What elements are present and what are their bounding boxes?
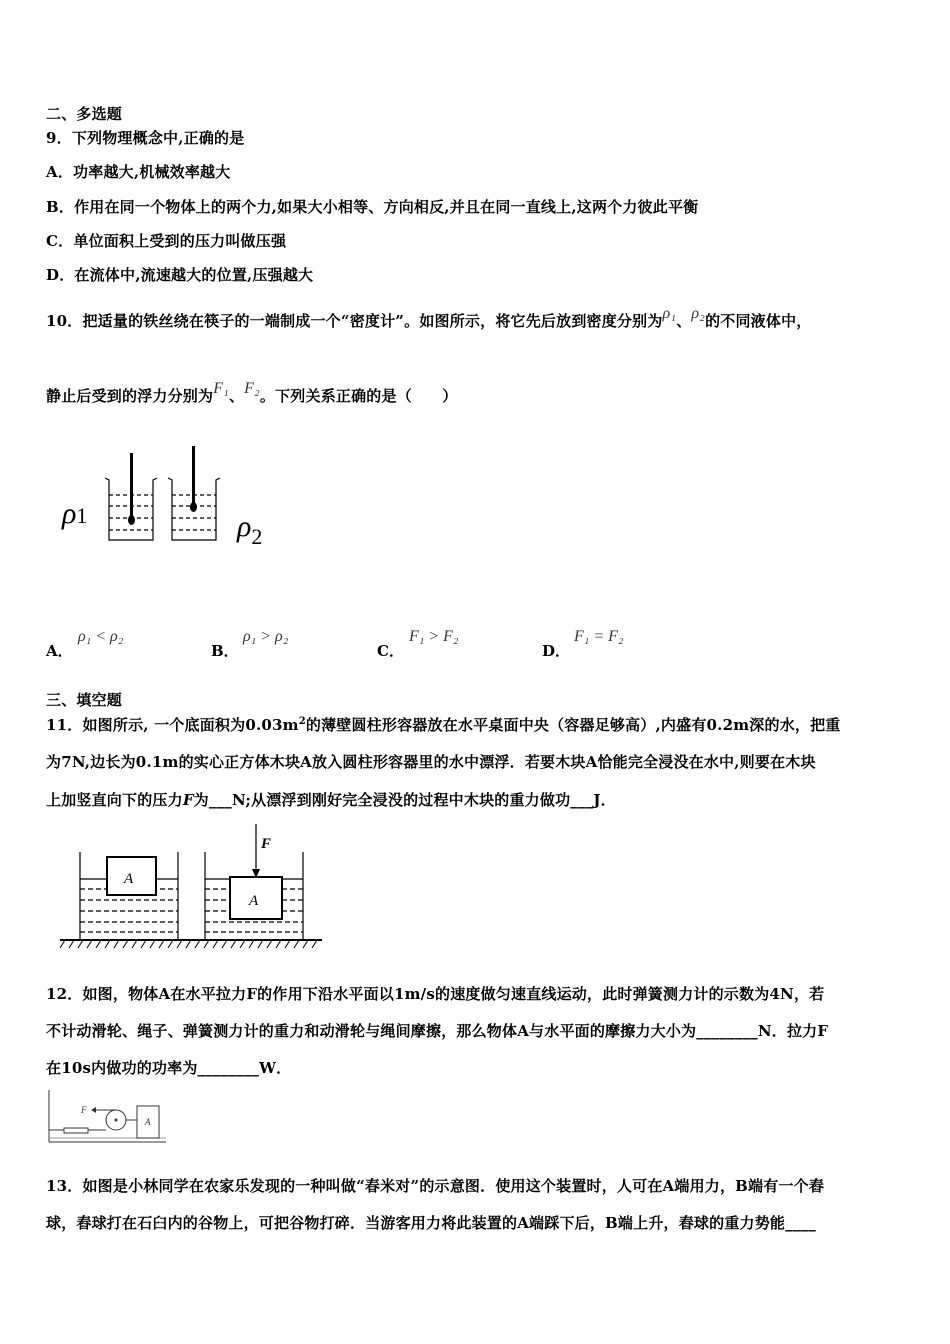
- q10-fig-rho2-label: [237, 510, 263, 549]
- q10-stem-line2: [46, 380, 458, 406]
- q11-line1: [46, 714, 841, 735]
- q10-fig-rho2-letter: ρ: [237, 510, 252, 543]
- q11-fig-force-label: F: [261, 836, 272, 852]
- q10-option-b-expr: ρ₁ > ρ₂: [243, 628, 289, 645]
- q10-separator2: 、: [228, 387, 245, 405]
- q9-option-b: B．作用在同一个物体上的两个力,如果大小相等、方向相反,并且在同一直线上,这两个力彼此平衡: [46, 198, 699, 216]
- q9-option-d: D．在流体中,流速越大的位置,压强越大: [46, 266, 314, 284]
- q10-stem-line1: [46, 305, 812, 331]
- q10-stem-part3: 静止后受到的浮力分别为: [46, 387, 214, 405]
- q10-option-a-expr: ρ₁ < ρ₂: [78, 628, 124, 645]
- q10-fig-rho1-letter: ρ: [62, 497, 77, 530]
- q10-rho1-symbol: ρ₁: [662, 305, 677, 322]
- q10-stem-part4: 。下列关系正确的是（ ）: [259, 387, 458, 405]
- q10-rho2-symbol: ρ₂: [691, 305, 706, 322]
- q11-force-symbol: F: [182, 791, 194, 809]
- q10-option-d-label: D．: [542, 642, 571, 660]
- q13-line2: 球，舂球打在石臼内的谷物上，可把谷物打碎．当游客用力将此装置的A端踩下后，B端上升，舂球的重力势能____: [46, 1214, 816, 1232]
- q12-fig-force-label: F: [81, 1105, 87, 1115]
- q10-option-a: [46, 628, 124, 661]
- q10-fig-rho1-label: [62, 497, 87, 531]
- q11-container-figure: [60, 822, 325, 952]
- q12-line1: 12．如图，物体A在水平拉力F的作用下沿水平面以1m/s的速度做匀速直线运动，此时弹簧测力计的示数为4N，若: [46, 985, 825, 1003]
- q10-separator1: 、: [676, 312, 692, 330]
- q11-line3: [46, 789, 616, 810]
- q10-fig-rho1-sub: 1: [76, 503, 88, 528]
- q11-line2: 为7N,边长为0.1m的实心正方体木块A放入圆柱形容器里的水中漂浮．若要木块A恰能完全浸没在水中,则要在木块: [46, 753, 816, 771]
- q12-pulley-figure: [44, 1090, 169, 1145]
- q10-option-c-label: C．: [377, 642, 404, 660]
- q9-option-c: C．单位面积上受到的压力叫做压强: [46, 232, 287, 250]
- section-title-multiple-choice: 二、多选题: [46, 105, 123, 123]
- q10-stem-part1: 10．把适量的铁丝绕在筷子的一端制成一个“密度计”。如图所示，将它先后放到密度分别为: [46, 312, 663, 330]
- q10-stem-part2: 的不同液体中，: [705, 312, 812, 330]
- q12-line3: 在10s内做功的功率为________W．: [46, 1059, 292, 1077]
- q11-line1-part2: 的薄壁圆柱形容器放在水平桌面中央（容器足够高）,内盛有0.2m深的水，把重: [305, 716, 841, 734]
- q10-fig-rho2-sub: 2: [251, 524, 263, 549]
- q12-line2: 不计动滑轮、绳子、弹簧测力计的重力和动滑轮与绳间摩擦，那么物体A与水平面的摩擦力大小为________N．拉力F: [46, 1022, 829, 1040]
- q9-stem: 9．下列物理概念中,正确的是: [46, 129, 245, 147]
- q10-F2-symbol: F₂: [244, 380, 260, 397]
- q11-line3-part1: 上加竖直向下的压力: [46, 791, 183, 809]
- q10-option-d-expr: F₁ = F₂: [574, 628, 624, 645]
- q10-option-c-expr: F₁ > F₂: [409, 628, 459, 645]
- q10-option-a-label: A．: [46, 642, 73, 660]
- q11-line3-part2: 为___N;从漂浮到刚好完全浸没的过程中木块的重力做功___J．: [193, 791, 616, 809]
- q13-line1: 13．如图是小林同学在农家乐发现的一种叫做“春米对”的示意图．使用这个装置时，人可在A端用力，B端有一个舂: [46, 1177, 825, 1195]
- section-title-fill-blank: 三、填空题: [46, 691, 123, 709]
- q11-line1-sup: 2: [298, 716, 306, 727]
- q10-stick-1: [130, 453, 133, 521]
- q10-option-b-label: B．: [211, 642, 239, 660]
- q11-fig-block-a-label-2: A: [249, 893, 259, 909]
- q11-line1-part1: 11．如图所示, 一个底面积为0.03m: [46, 716, 299, 734]
- q10-F1-symbol: F₁: [213, 380, 229, 397]
- q10-option-b: [211, 628, 289, 661]
- q11-fig-block-a-label-1: A: [124, 871, 134, 887]
- q9-option-a: A．功率越大,机械效率越大: [46, 163, 231, 181]
- q12-fig-block-a-label: A: [145, 1117, 151, 1127]
- q10-option-d: [542, 628, 624, 661]
- q10-option-c: [377, 628, 459, 661]
- q10-stick-2: [192, 446, 195, 508]
